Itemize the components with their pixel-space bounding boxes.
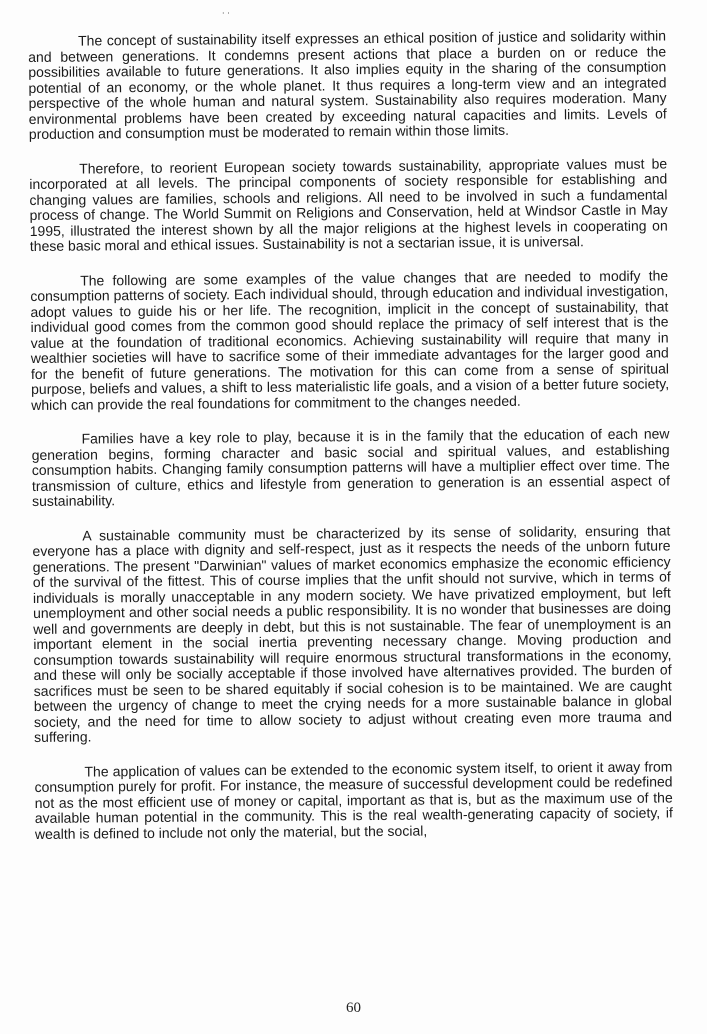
paragraph-4: Families have a key role to play, because it is in the family that the education of each new generation begins, forming character and basic social and spiritual values, and establishing consumption habits. Changing family consumption patterns will have a multiplier effect over time. The transmission of culture, ethics and lifestyle from generation to generation is an essential aspect of sustainability.: [31, 425, 670, 509]
page-number: 60: [346, 1000, 361, 1016]
paragraph-3: The following are some examples of the value changes that are needed to modify the consumption patterns of society. Each individual should, through education and individual investigation, adopt values to guide his or her life. The recognition, implicit in the concept of sustainability, that individual good comes from the common good should replace the primacy of self interest that is the value at the foundation of traditional economics. Achieving sustainability will require that many in wealthier societies will have to sacrifice some of their immediate advantages for the larger good and for the benefit of future generations. The motivation for this can come from a sense of spiritual purpose, beliefs and values, a shift to less materialistic life goals, and a vision of a better future society, which can provide the real foundations for commitment to the changes needed.: [30, 266, 670, 413]
paragraph-5: A sustainable community must be characterized by its sense of solidarity, ensuring that everyone has a place with dignity and self-respect, just as it respects the needs of the unborn future generations. The present "Darwinian" values of market economics emphasize the economic efficiency of the survival of the fittest. This of course implies that the unfit should not survive, which in terms of individuals is morally unacceptable in any modern society. We have privatized employment, but left unemployment and other social needs a public responsibility. It is no wonder that businesses are doing well and governments are deeply in debt, but this is not sustainable. The fear of unemployment is an important element in the social inertia preventing necessary change. Moving production and consumption towards sustainability will require enormous structural transformations in the economy, and these will only be socially acceptable if those involved have alternatives provided. The burden of sacrifices must be seen to be shared equitably if social cohesion is to be maintained. We are caught between the urgency of change to meet the crying needs for a more sustainable balance in global society, and the need for time to allow society to adjust without creating even more trauma and suffering.: [32, 521, 673, 745]
header-mark: · ·: [222, 9, 230, 18]
paragraph-2: Therefore, to reorient European society towards sustainability, appropriate values must be incorporated at all levels. The principal components of society responsible for establishing and changing values are families, schools and religions. All need to be involved in such a fundamental process of change. The World Summit on Religions and Conservation, held at Windsor Castle in May 1995, illustrated the interest shown by all the major religions at the highest levels in cooperating on these basic moral and ethical issues. Sustainability is not a sectarian issue, it is universal.: [29, 154, 668, 254]
paragraph-1: The concept of sustainability itself expresses an ethical position of justice and solidarity within and between generations. It condemns present actions that place a burden on or reduce the possibilities available to future generations. It also implies equity in the sharing of the consumption potential of an economy, or the whole planet. It thus requires a long-term view and an integrated perspective of the whole human and natural system. Sustainability also requires moderation. Many environmental problems have been created by exceeding natural capacities and limits. Levels of production and consumption must be moderated to remain within those limits.: [28, 27, 667, 142]
body-text: [28, 28, 673, 861]
paragraph-6: The application of values can be extended to the economic system itself, to orient it away from consumption purely for profit. For instance, the measure of successful development could be redefined not as the most efficient use of money or capital, important as that is, but as the maximum use of the available human potential in the community. This is the real wealth-generating capacity of society, if wealth is defined to include not only the material, but the social,: [34, 757, 673, 842]
